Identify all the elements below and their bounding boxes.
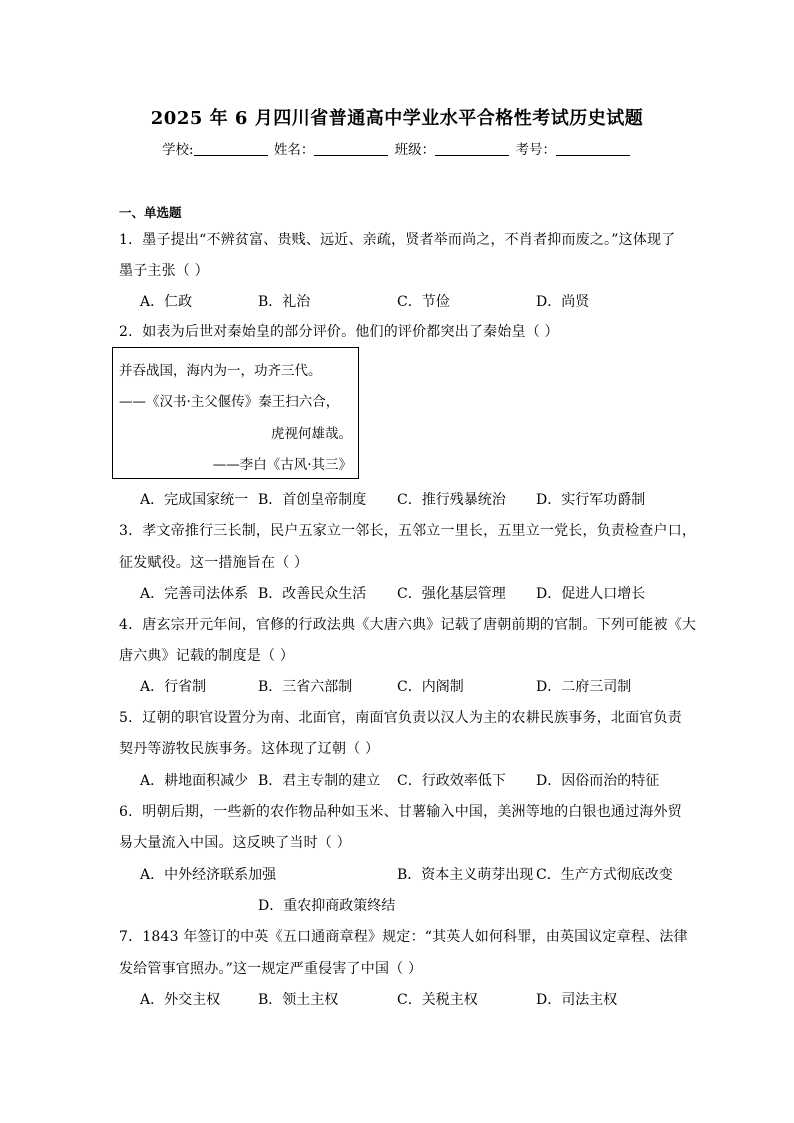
question-1-option-a[interactable]: A．仁政 xyxy=(140,294,193,310)
question-7-option-b[interactable]: B．领土主权 xyxy=(258,992,339,1008)
question-1-option-c[interactable]: C．节俭 xyxy=(397,294,450,310)
question-6-option-c[interactable]: C．生产方式彻底改变 xyxy=(536,867,673,883)
school-blank[interactable] xyxy=(194,141,268,156)
quote-table xyxy=(112,347,359,479)
question-7-option-a[interactable]: A．外交主权 xyxy=(140,992,221,1008)
question-2-option-a[interactable]: A．完成国家统一 xyxy=(140,492,249,508)
section-title: 一、单选题 xyxy=(119,205,182,220)
question-3-option-a[interactable]: A．完善司法体系 xyxy=(140,586,249,602)
name-label: 姓名： xyxy=(273,142,315,158)
question-5-option-b[interactable]: B．君主专制的建立 xyxy=(258,773,381,789)
question-5-option-a[interactable]: A．耕地面积减少 xyxy=(140,773,249,789)
question-3-line-2: 征发赋役。这一措施旨在（ ） xyxy=(119,555,309,571)
question-3-option-c[interactable]: C．强化基层管理 xyxy=(397,586,506,602)
question-4-line-2: 唐六典》记载的制度是（ ） xyxy=(119,648,295,664)
exam-no-label: 考号： xyxy=(515,142,556,158)
question-1-option-d[interactable]: D．尚贤 xyxy=(536,294,590,310)
question-6-option-d[interactable]: D．重农抑商政策终结 xyxy=(258,898,396,914)
question-6-line-2: 易大量流入中国。这反映了当时（ ） xyxy=(119,835,351,851)
question-4-line-1: 4．唐玄宗开元年间，官修的行政法典《大唐六典》记载了唐朝前期的官制。下列可能被《大 xyxy=(119,617,697,633)
question-2-option-d[interactable]: D．实行军功爵制 xyxy=(536,492,646,508)
question-3-option-d[interactable]: D．促进人口增长 xyxy=(536,586,646,602)
question-4-option-c[interactable]: C．内阁制 xyxy=(397,679,464,695)
quote-line-3: 虎视何雄哉。 xyxy=(271,426,352,442)
question-5-option-c[interactable]: C．行政效率低下 xyxy=(397,773,506,789)
question-4-option-a[interactable]: A．行省制 xyxy=(140,679,207,695)
question-6-line-1: 6．明朝后期，一些新的农作物品种如玉米、甘薯输入中国，美洲等地的白银也通过海外贸 xyxy=(119,804,682,820)
quote-line-2: ——《汉书·主父偃传》秦王扫六合， xyxy=(119,394,340,410)
question-4-option-d[interactable]: D．二府三司制 xyxy=(536,679,632,695)
question-5-line-1: 5．辽朝的职官设置分为南、北面官，南面官负责以汉人为主的农耕民族事务，北面官负责 xyxy=(119,710,682,726)
question-6-option-b[interactable]: B．资本主义萌芽出现 xyxy=(397,867,534,883)
exam-no-blank[interactable] xyxy=(556,141,630,156)
class-blank[interactable] xyxy=(435,141,509,156)
question-3-option-b[interactable]: B．改善民众生活 xyxy=(258,586,367,602)
student-info-row xyxy=(0,138,794,158)
school-label: 学校: xyxy=(162,142,194,158)
question-4-option-b[interactable]: B．三省六部制 xyxy=(258,679,353,695)
question-1-line-1: 1．墨子提出“不辨贫富、贵贱、远近、亲疏，贤者举而尚之，不肖者抑而废之。”这体现了 xyxy=(119,232,676,248)
question-5-line-2: 契丹等游牧民族事务。这体现了辽朝（ ） xyxy=(119,741,380,757)
question-2-option-b[interactable]: B．首创皇帝制度 xyxy=(258,492,367,508)
question-7-line-1: 7．1843 年签订的中英《五口通商章程》规定：“其英人如何科罪，由英国议定章程、法律 xyxy=(119,929,688,945)
question-7-option-d[interactable]: D．司法主权 xyxy=(536,992,618,1008)
question-3-line-1: 3．孝文帝推行三长制，民户五家立一邻长，五邻立一里长，五里立一党长，负责检查户口， xyxy=(119,523,697,539)
question-1-option-b[interactable]: B．礼治 xyxy=(258,294,311,310)
quote-line-1: 并吞战国，海内为一，功齐三代。 xyxy=(119,363,322,379)
name-blank[interactable] xyxy=(314,141,388,156)
question-6-option-a[interactable]: A．中外经济联系加强 xyxy=(140,867,277,883)
question-5-option-d[interactable]: D．因俗而治的特征 xyxy=(536,773,660,789)
page-title: 2025 年 6 月四川省普通高中学业水平合格性考试历史试题 xyxy=(150,108,644,129)
question-7-option-c[interactable]: C．关税主权 xyxy=(397,992,478,1008)
question-2-line-1: 2．如表为后世对秦始皇的部分评价。他们的评价都突出了秦始皇（ ） xyxy=(119,324,559,340)
quote-line-4: ——李白《古风·其三》 xyxy=(212,457,352,473)
question-2-option-c[interactable]: C．推行残暴统治 xyxy=(397,492,506,508)
class-label: 班级： xyxy=(394,142,436,158)
question-7-line-2: 发给管事官照办。”这一规定严重侵害了中国（ ） xyxy=(119,961,423,977)
question-1-line-2: 墨子主张（ ） xyxy=(119,263,209,279)
